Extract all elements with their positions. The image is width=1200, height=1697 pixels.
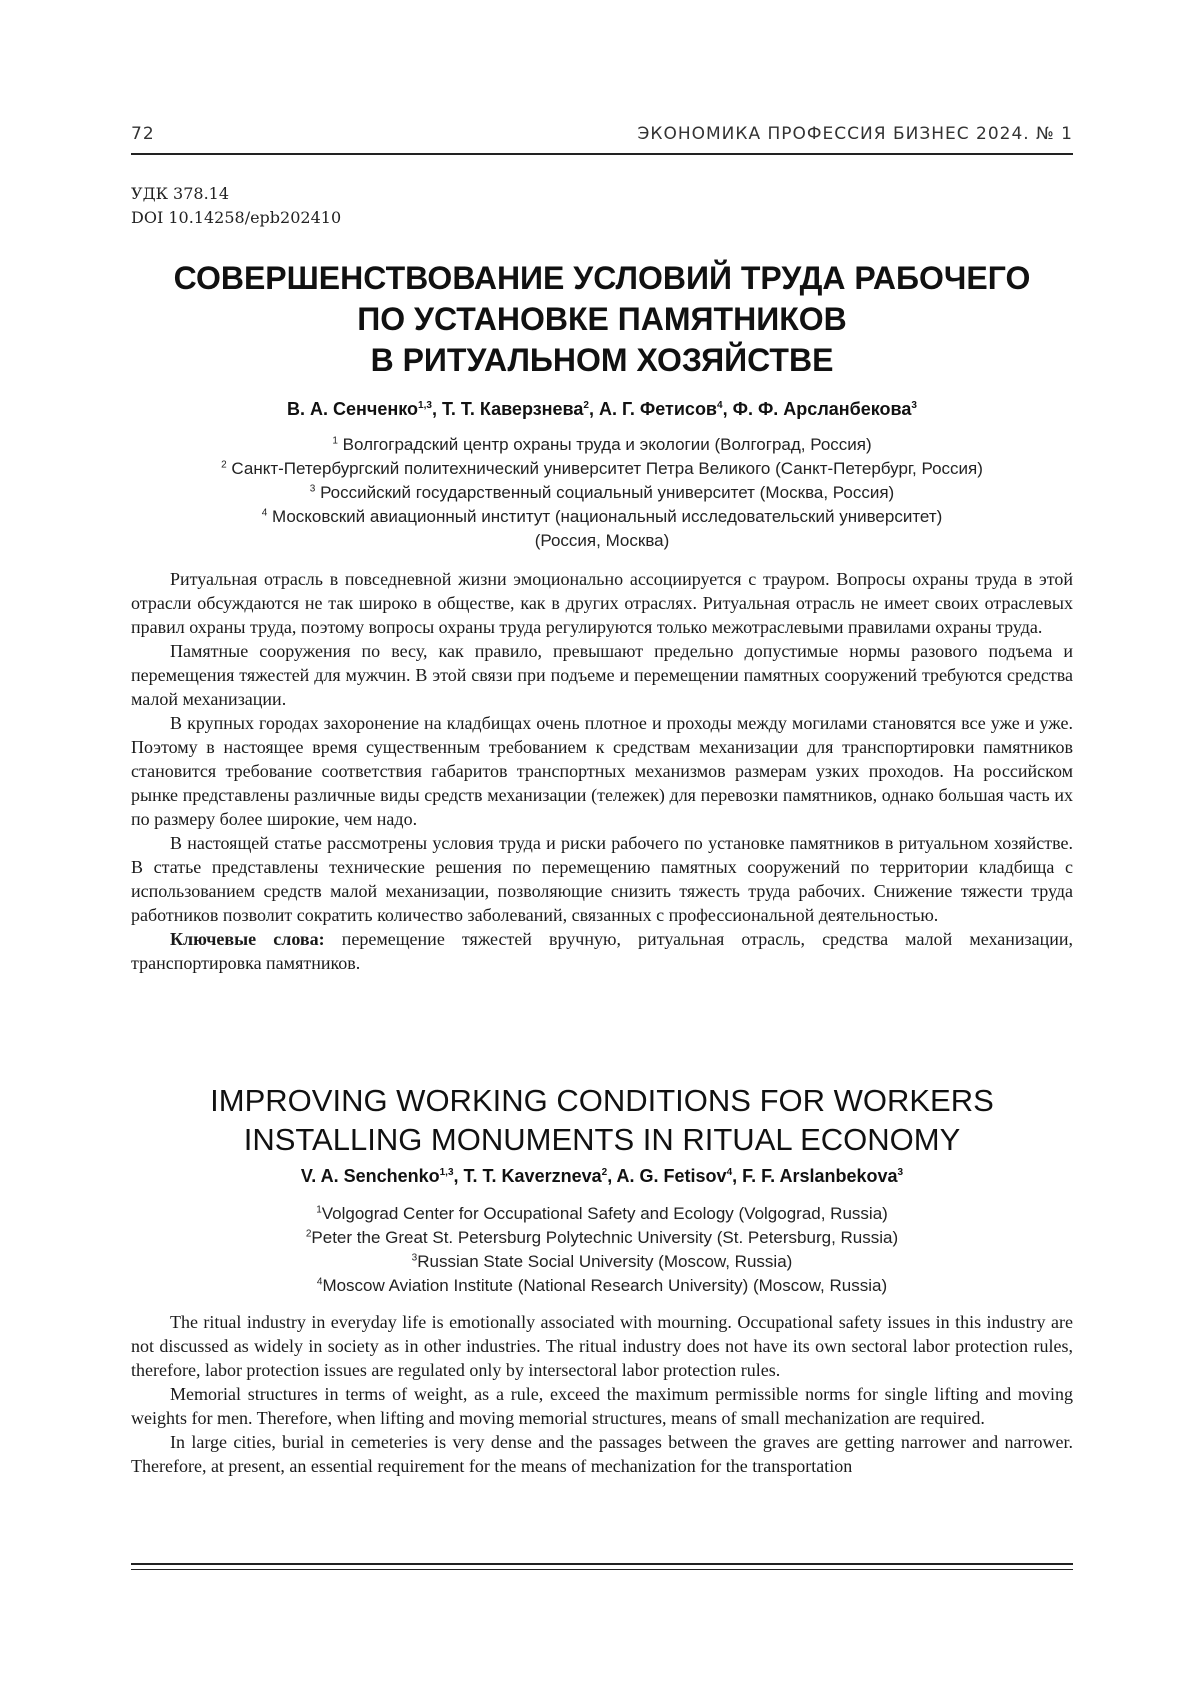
affiliations-ru — [131, 433, 1073, 553]
affiliation-text: (Россия, Москва) — [535, 531, 670, 550]
affiliation-sup: 4 — [262, 507, 268, 518]
authors-en — [131, 1166, 1073, 1187]
abstract-paragraph: In large cities, burial in cemeteries is very dense and the passages between the graves are getting narrower and narrower. Therefore, at present, an essential requirement for the means of mechanization for the transportation — [131, 1430, 1073, 1478]
affiliation-item — [131, 457, 1073, 481]
running-head — [131, 122, 1073, 152]
author-affil-sup: 3 — [898, 1167, 904, 1178]
udk-code: УДК 378.14 — [131, 182, 341, 206]
footer-rule — [131, 1563, 1073, 1570]
author-name: F. F. Arslanbekova — [742, 1166, 897, 1186]
author-name: Т. Т. Каверзнева — [442, 399, 583, 419]
abstract-ru — [131, 567, 1073, 975]
author-separator: , — [732, 1166, 742, 1186]
author-affil-sup: 4 — [717, 400, 723, 411]
affiliation-sup: 1 — [316, 1204, 322, 1215]
title-ru-line: ПО УСТАНОВКЕ ПАМЯТНИКОВ — [131, 299, 1073, 340]
affiliation-text: Волгоградский центр охраны труда и экологии (Волгоград, Россия) — [338, 435, 872, 454]
doi-link[interactable]: DOI 10.14258/epb202410 — [131, 206, 341, 230]
keywords-text: перемещение тяжестей вручную, ритуальная отрасль, средства малой механизации, транспортировка памятников. — [131, 929, 1073, 973]
header-rule — [131, 153, 1073, 155]
author-affil-sup: 1,3 — [440, 1167, 454, 1178]
keywords-ru — [131, 927, 1073, 975]
affiliation-sup: 3 — [310, 483, 316, 494]
affiliation-text: Российский государственный социальный университет (Москва, Россия) — [315, 483, 894, 502]
affiliation-item — [131, 481, 1073, 505]
article-page — [0, 0, 1200, 1697]
author-name: А. Г. Фетисов — [599, 399, 717, 419]
author-name: Ф. Ф. Арсланбекова — [733, 399, 912, 419]
affiliation-item — [131, 1202, 1073, 1226]
affiliation-text: Moscow Aviation Institute (National Research University) (Moscow, Russia) — [322, 1276, 887, 1295]
affiliation-item — [131, 529, 1073, 553]
affiliation-sup: 3 — [412, 1252, 418, 1263]
affiliation-text: Московский авиационный институт (национальный исследовательский университет) — [267, 507, 942, 526]
affiliation-item — [131, 433, 1073, 457]
abstract-paragraph: Памятные сооружения по весу, как правило, превышают предельно допустимые нормы разового подъема и перемещения тяжестей для мужчин. В этой связи при подъеме и перемещении памятных сооружений требуются средства малой механизации. — [131, 639, 1073, 711]
title-ru-line: В РИТУАЛЬНОМ ХОЗЯЙСТВЕ — [131, 340, 1073, 381]
title-en-line: INSTALLING MONUMENTS IN RITUAL ECONOMY — [131, 1120, 1073, 1159]
keywords-label: Ключевые слова: — [170, 929, 325, 949]
affiliation-item — [131, 1274, 1073, 1298]
article-identifiers — [131, 182, 341, 230]
article-title-ru — [131, 258, 1073, 381]
title-ru-line: СОВЕРШЕНСТВОВАНИЕ УСЛОВИЙ ТРУДА РАБОЧЕГО — [131, 258, 1073, 299]
author-affil-sup: 2 — [583, 400, 589, 411]
affiliation-text: Volgograd Center for Occupational Safety and Ecology (Volgograd, Russia) — [322, 1204, 888, 1223]
abstract-paragraph: Ритуальная отрасль в повседневной жизни эмоционально ассоциируется с трауром. Вопросы охраны труда в этой отрасли обсуждаются не так широко в обществе, как в других отраслях. Ритуальная отрасль не имеет своих отраслевых правил охраны труда, поэтому вопросы охраны труда регулируются только межотраслевыми правилами охраны труда. — [131, 567, 1073, 639]
author-separator: , — [723, 399, 733, 419]
affiliation-sup: 1 — [332, 435, 338, 446]
author-separator: , — [432, 399, 442, 419]
title-en-line: IMPROVING WORKING CONDITIONS FOR WORKERS — [131, 1081, 1073, 1120]
abstract-paragraph: В крупных городах захоронение на кладбищах очень плотное и проходы между могилами становятся все уже и уже. Поэтому в настоящее время существенным требованием к средствам механизации для транспортировки памятников становится требование соответствия габаритов транспортных механизмов размерам узких проходов. На российском рынке представлены различные виды средств механизации (тележек) для перевозки памятников, однако большая часть их по размеру более широкие, чем надо. — [131, 711, 1073, 831]
abstract-paragraph: The ritual industry in everyday life is emotionally associated with mourning. Occupational safety issues in this industry are not discussed as widely in society as in other industries. The ritual industry does not have its own sectoral labor protection rules, therefore, labor protection issues are regulated only by intersectoral labor protection rules. — [131, 1310, 1073, 1382]
page-number: 72 — [131, 124, 155, 144]
affiliation-sup: 2 — [221, 459, 227, 470]
abstract-en — [131, 1310, 1073, 1478]
author-separator: , — [607, 1166, 616, 1186]
author-name: V. A. Senchenko — [301, 1166, 440, 1186]
affiliation-item — [131, 505, 1073, 529]
author-affil-sup: 4 — [727, 1167, 733, 1178]
affiliation-text: Russian State Social University (Moscow, Russia) — [417, 1252, 792, 1271]
abstract-paragraph: Memorial structures in terms of weight, as a rule, exceed the maximum permissible norms for single lifting and moving weights for men. Therefore, when lifting and moving memorial structures, means of small mechanization are required. — [131, 1382, 1073, 1430]
author-affil-sup: 1,3 — [418, 400, 432, 411]
affiliations-en — [131, 1202, 1073, 1298]
author-affil-sup: 2 — [602, 1167, 608, 1178]
affiliation-text: Санкт-Петербургский политехнический университет Петра Великого (Санкт-Петербург, Россия) — [227, 459, 983, 478]
article-title-en — [131, 1081, 1073, 1159]
affiliation-sup: 4 — [317, 1276, 323, 1287]
author-name: A. G. Fetisov — [617, 1166, 727, 1186]
author-affil-sup: 3 — [911, 400, 917, 411]
authors-ru — [131, 399, 1073, 420]
affiliation-item — [131, 1250, 1073, 1274]
author-separator: , — [454, 1166, 464, 1186]
journal-title: ЭКОНОМИКА ПРОФЕССИЯ БИЗНЕС 2024. № 1 — [638, 124, 1073, 144]
author-separator: , — [589, 399, 599, 419]
affiliation-item — [131, 1226, 1073, 1250]
affiliation-sup: 2 — [306, 1228, 312, 1239]
author-name: В. А. Сенченко — [287, 399, 418, 419]
abstract-paragraph: В настоящей статье рассмотрены условия труда и риски рабочего по установке памятников в ритуальном хозяйстве. В статье представлены технические решения по перемещению памятных сооружений по территории кладбища с использованием средств малой механизации, позволяющие снизить тяжесть труда рабочих. Снижение тяжести труда работников позволит сократить количество заболеваний, связанных с профессиональной деятельностью. — [131, 831, 1073, 927]
affiliation-text: Peter the Great St. Petersburg Polytechnic University (St. Petersburg, Russia) — [311, 1228, 898, 1247]
author-name: T. T. Kaverzneva — [464, 1166, 602, 1186]
